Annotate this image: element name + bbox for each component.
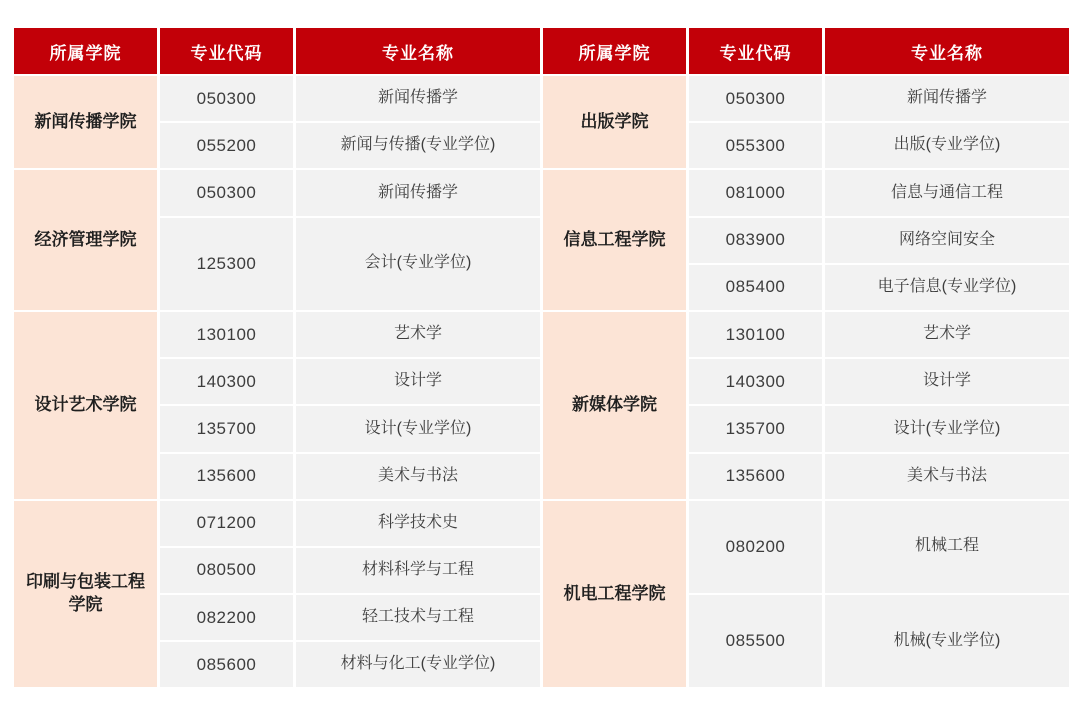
- major-name-cell: 新闻传播学: [296, 76, 540, 121]
- major-name-cell: 会计(专业学位): [296, 218, 540, 310]
- college-cell: 出版学院: [543, 76, 686, 168]
- major-name-cell: 新闻传播学: [825, 76, 1069, 121]
- major-name-cell: 轻工技术与工程: [296, 595, 540, 640]
- major-name-cell: 设计学: [296, 359, 540, 404]
- admission-majors-table: [14, 28, 1069, 687]
- major-code-cell: 135700: [689, 406, 822, 451]
- major-name-cell: 电子信息(专业学位): [825, 265, 1069, 310]
- major-name-cell: 机械工程: [825, 501, 1069, 593]
- major-code-cell: 050300: [160, 76, 293, 121]
- major-code-cell: 140300: [160, 359, 293, 404]
- college-cell: 新媒体学院: [543, 312, 686, 499]
- column-header-code: 专业代码: [689, 28, 822, 74]
- major-name-cell: 美术与书法: [296, 454, 540, 499]
- college-cell: 设计艺术学院: [14, 312, 157, 499]
- column-header-name: 专业名称: [296, 28, 540, 74]
- major-name-cell: 材料与化工(专业学位): [296, 642, 540, 687]
- major-code-cell: 071200: [160, 501, 293, 546]
- college-cell: 新闻传播学院: [14, 76, 157, 168]
- college-cell: 经济管理学院: [14, 170, 157, 310]
- column-header-college: 所属学院: [14, 28, 157, 74]
- college-cell: 机电工程学院: [543, 501, 686, 688]
- college-cell: 印刷与包装工程学院: [14, 501, 157, 688]
- major-name-cell: 设计(专业学位): [825, 406, 1069, 451]
- majors-table-right: [543, 28, 1069, 687]
- column-header-college: 所属学院: [543, 28, 686, 74]
- major-name-cell: 美术与书法: [825, 454, 1069, 499]
- major-name-cell: 新闻与传播(专业学位): [296, 123, 540, 168]
- major-name-cell: 机械(专业学位): [825, 595, 1069, 687]
- major-name-cell: 新闻传播学: [296, 170, 540, 215]
- major-name-cell: 艺术学: [296, 312, 540, 357]
- major-code-cell: 080500: [160, 548, 293, 593]
- major-name-cell: 网络空间安全: [825, 218, 1069, 263]
- major-name-cell: 出版(专业学位): [825, 123, 1069, 168]
- major-name-cell: 信息与通信工程: [825, 170, 1069, 215]
- major-name-cell: 材料科学与工程: [296, 548, 540, 593]
- major-code-cell: 135600: [689, 454, 822, 499]
- major-code-cell: 081000: [689, 170, 822, 215]
- majors-table-left: [14, 28, 540, 687]
- major-name-cell: 科学技术史: [296, 501, 540, 546]
- major-code-cell: 135600: [160, 454, 293, 499]
- major-code-cell: 083900: [689, 218, 822, 263]
- major-name-cell: 设计学: [825, 359, 1069, 404]
- major-name-cell: 艺术学: [825, 312, 1069, 357]
- major-code-cell: 130100: [160, 312, 293, 357]
- column-header-code: 专业代码: [160, 28, 293, 74]
- column-header-name: 专业名称: [825, 28, 1069, 74]
- major-code-cell: 085400: [689, 265, 822, 310]
- major-code-cell: 050300: [160, 170, 293, 215]
- major-code-cell: 082200: [160, 595, 293, 640]
- major-code-cell: 135700: [160, 406, 293, 451]
- major-name-cell: 设计(专业学位): [296, 406, 540, 451]
- major-code-cell: 130100: [689, 312, 822, 357]
- major-code-cell: 140300: [689, 359, 822, 404]
- major-code-cell: 050300: [689, 76, 822, 121]
- major-code-cell: 080200: [689, 501, 822, 593]
- major-code-cell: 085600: [160, 642, 293, 687]
- major-code-cell: 055200: [160, 123, 293, 168]
- college-cell: 信息工程学院: [543, 170, 686, 310]
- major-code-cell: 085500: [689, 595, 822, 687]
- major-code-cell: 055300: [689, 123, 822, 168]
- major-code-cell: 125300: [160, 218, 293, 310]
